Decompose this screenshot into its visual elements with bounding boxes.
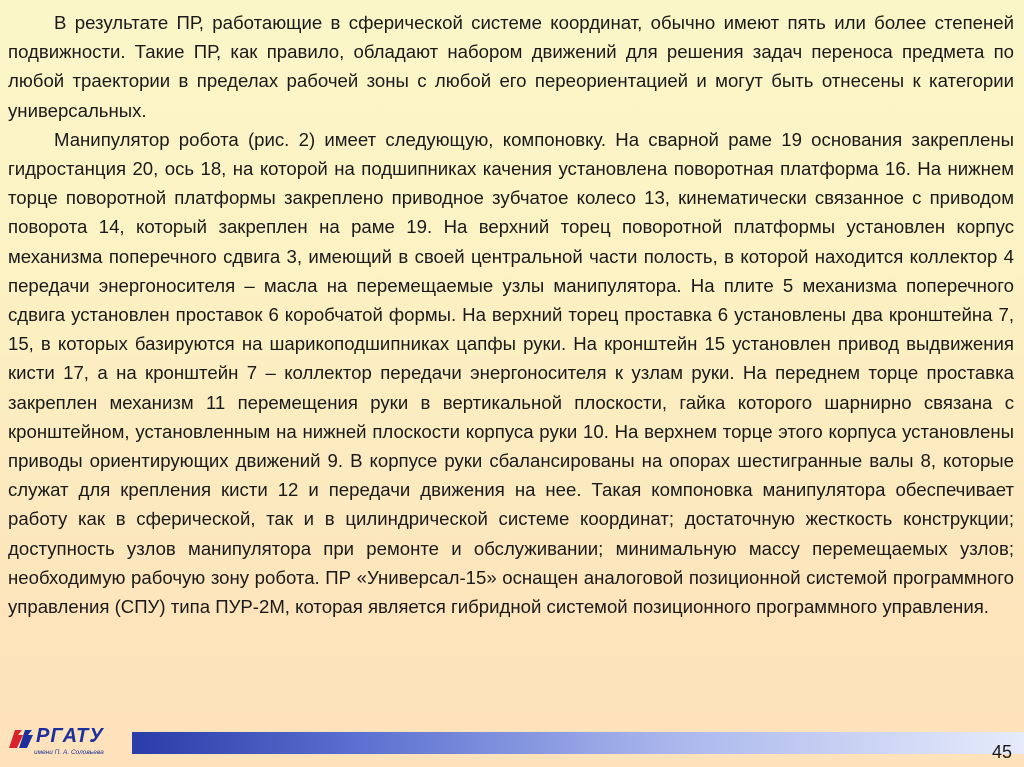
university-logo (6, 722, 130, 762)
slide-footer (0, 722, 1024, 767)
footer-gradient-bar (132, 732, 1024, 754)
logo-subtitle: имени П. А. Соловьева (34, 749, 104, 756)
slide-body-text (8, 8, 1014, 621)
page-number: 45 (991, 742, 1012, 762)
rgatu-emblem-icon (6, 724, 34, 752)
paragraph-spherical-robots: В результате ПР, работающие в сферической системе координат, обычно имеют пять или более степеней подвижности. Такие ПР, как правило, обладают набором движений для решения задач переноса предмета по любой траектории в пределах рабочей зоны с любой его переориентацией и могут быть отнесены к категории универсальных. (8, 12, 1014, 121)
paragraph-manipulator-layout: Манипулятор робота (рис. 2) имеет следующую, компоновку. На сварной раме 19 основания закреплены гидростанция 20, ось 18, на которой на подшипниках качения установлена поворотная платформа 16. На нижнем торце поворотной платформы закреплено приводное зубчатое колесо 13, кинематически связанное с приводом поворота 14, который закреплен на раме 19. На верхний торец поворотной платформы установлен корпус механизма поперечного сдвига 3, имеющий в своей центральной части полость, в которой находится коллектор 4 передачи энергоносителя – масла на перемещаемые узлы манипулятора. На плите 5 механизма поперечного сдвига установлен проставок 6 коробчатой формы. На верхний торец проставка 6 установлены два кронштейна 7, 15, в которых базируются на шарикоподшипниках цапфы руки. На кронштейн 15 установлен привод выдвижения кисти 17, а на кронштейн 7 – коллектор передачи энергоносителя к узлам руки. На переднем торце проставка закреплен механизм 11 перемещения руки в вертикальной плоскости, гайка которого шарнирно связана с кронштейном, установленным на нижней плоскости корпуса руки 10. На верхнем торце этого корпуса установлены приводы ориентирующих движений 9. В корпусе руки сбалансированы на опорах шестигранные валы 8, которые служат для крепления кисти 12 и передачи движения на нее. Такая компоновка манипулятора обеспечивает работу как в сферической, так и в цилиндрической системе координат; достаточную жесткость конструкции; доступность узлов манипулятора при ремонте и обслуживании; минимальную массу перемещаемых узлов; необходимую рабочую зону робота. ПР «Универсал-15» оснащен аналоговой позиционной системой программного управления (СПУ) типа ПУР-2М, которая является гибридной системой позиционного программного управления. (8, 128, 1014, 618)
logo-name: РГАТУ (36, 725, 104, 747)
